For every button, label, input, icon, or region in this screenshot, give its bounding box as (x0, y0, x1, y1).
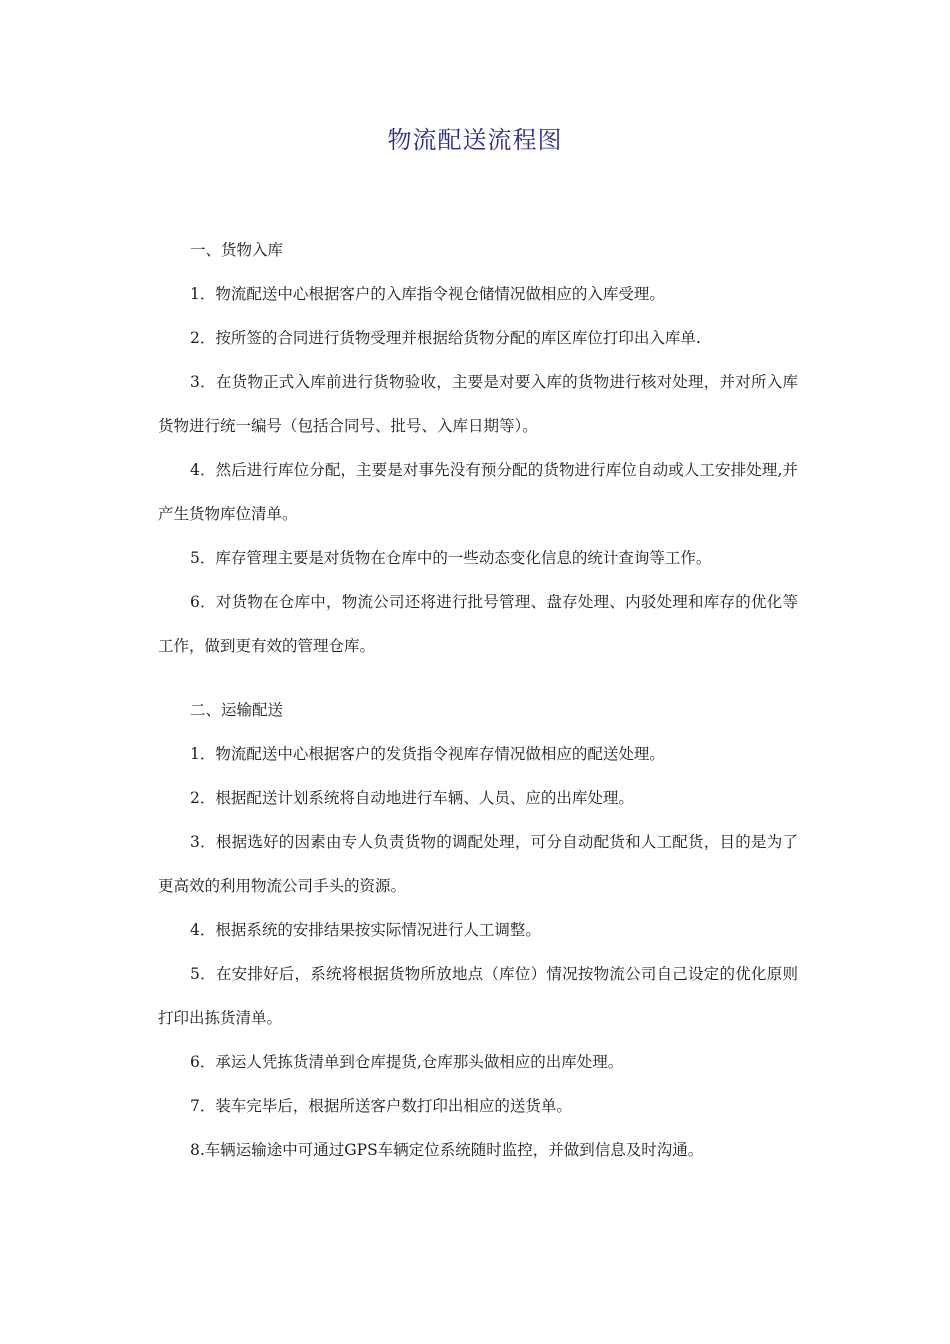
warehousing-item-6: 6．对货物在仓库中，物流公司还将进行批号管理、盘存处理、内驳处理和库存的优化等工作，做到更有效的管理仓库。 (158, 593, 798, 655)
warehousing-item-2: 2．按所签的合同进行货物受理并根据给货物分配的库区库位打印出入库单. (190, 329, 701, 347)
section-spacer (158, 668, 798, 688)
delivery-item-5: 5．在安排好后，系统将根据货物所放地点（库位）情况按物流公司自己设定的优化原则打印出拣货清单。 (158, 965, 798, 1027)
delivery-item-7: 7．装车完毕后，根据所送客户数打印出相应的送货单。 (190, 1097, 572, 1115)
delivery-item-2: 2．根据配送计划系统将自动地进行车辆、人员、应的出库处理。 (190, 789, 634, 807)
warehousing-item-5: 5．库存管理主要是对货物在仓库中的一些动态变化信息的统计查询等工作。 (190, 549, 712, 567)
delivery-item-3: 3．根据选好的因素由专人负责货物的调配处理，可分自动配货和人工配货，目的是为了更高效的利用物流公司手头的资源。 (158, 833, 798, 895)
warehousing-item-3: 3．在货物正式入库前进行货物验收，主要是对要入库的货物进行核对处理，并对所入库货物进行统一编号（包括合同号、批号、入库日期等）。 (158, 373, 798, 435)
warehousing-item-1: 1．物流配送中心根据客户的入库指令视仓储情况做相应的入库受理。 (190, 285, 665, 303)
warehousing-item-4: 4．然后进行库位分配，主要是对事先没有预分配的货物进行库位自动或人工安排处理,并产生货物库位清单。 (158, 461, 798, 523)
delivery-item-8: 8.车辆运输途中可通过GPS车辆定位系统随时监控，并做到信息及时沟通。 (190, 1141, 704, 1159)
document-title: 物流配送流程图 (387, 126, 563, 154)
section-heading-delivery: 二、运输配送 (190, 701, 284, 719)
delivery-item-6: 6．承运人凭拣货清单到仓库提货,仓库那头做相应的出库处理。 (190, 1053, 624, 1071)
document-body (158, 228, 798, 1172)
delivery-item-1: 1．物流配送中心根据客户的发货指令视库存情况做相应的配送处理。 (190, 745, 665, 763)
section-heading-warehousing: 一、货物入库 (190, 241, 284, 259)
delivery-item-4: 4．根据系统的安排结果按实际情况进行人工调整。 (190, 921, 541, 939)
